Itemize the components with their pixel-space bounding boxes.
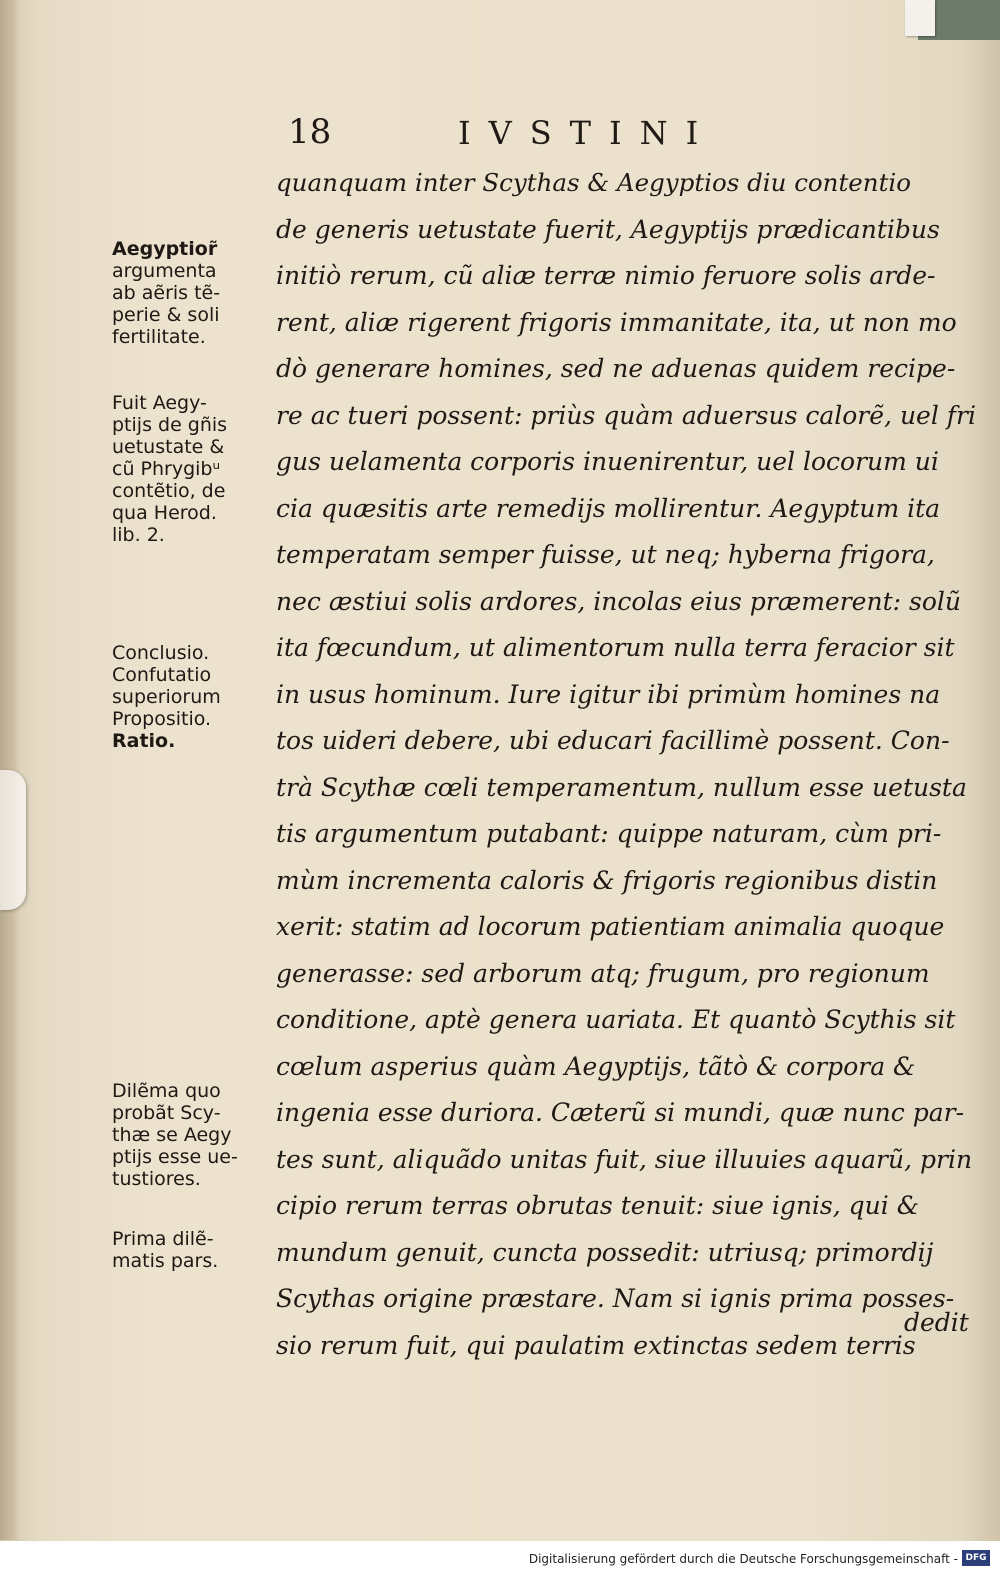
margin-note-line: Ratio. <box>112 730 176 752</box>
dfg-logo: DFG <box>962 1550 990 1566</box>
page-clip <box>0 770 26 910</box>
margin-note-line: Conclusio. <box>112 642 210 664</box>
text-line: mùm incrementa caloris & frigoris regionibus distin <box>276 865 938 895</box>
funding-notice: Digitalisierung gefördert durch die Deutsche Forschungsgemeinschaft - <box>528 1552 958 1566</box>
text-line: quanquam inter Scythas & Aegyptios diu contentio <box>276 168 912 197</box>
page-header <box>288 112 948 162</box>
text-line: initiò rerum, cũ aliæ terræ nimio feruore solis arde- <box>276 261 936 290</box>
catchword: dedit <box>904 1308 969 1337</box>
margin-note-line: qua Herod. <box>112 502 217 524</box>
margin-note-line: ptijs esse ue- <box>112 1146 238 1168</box>
text-line: cia quæsitis arte remedijs mollirentur. Aegyptum ita <box>276 493 941 523</box>
margin-note-contentio <box>112 392 277 546</box>
margin-note-line: Prima dilẽ- <box>112 1228 214 1250</box>
text-line: conditione, aptè genera uariata. Et quantò Scythis sit <box>276 1005 956 1034</box>
margin-note-conclusio <box>112 642 277 752</box>
text-line: cipio rerum terras obrutas tenuit: siue ignis, qui & <box>276 1191 919 1220</box>
margin-note-line: probãt Scy- <box>112 1102 221 1124</box>
margin-note-line: fertilitate. <box>112 326 206 348</box>
running-head: IVSTINI <box>458 114 717 152</box>
margin-note-line: Fuit Aegy- <box>112 392 207 414</box>
margin-note-line: perie & soli <box>112 304 220 326</box>
margin-note-line: contẽtio, de <box>112 480 226 502</box>
text-line: xerit: statim ad locorum patientiam animalia quoque <box>276 912 945 941</box>
text-line: de generis uetustate fuerit, Aegyptijs prædicantibus <box>276 214 940 244</box>
page-number: 18 <box>288 112 332 152</box>
text-line: sio rerum fuit, qui paulatim extinctas sedem terris <box>276 1330 916 1360</box>
text-line: ingenia esse duriora. Cæterũ si mundi, quæ nunc par- <box>276 1098 965 1127</box>
text-line: ita fœcundum, ut alimentorum nulla terra feracior sit <box>276 633 955 662</box>
margin-note-line: ptijs de gñis <box>112 414 228 436</box>
text-line: mundum genuit, cuncta possedit: utriusq; primordij <box>276 1237 934 1267</box>
margin-note-line: Dilẽma quo <box>112 1080 221 1102</box>
digitization-footer <box>0 1541 1000 1579</box>
text-line: Scythas origine præstare. Nam si ignis prima posses- <box>276 1284 955 1313</box>
text-line: nec æstiui solis ardores, incolas eius præmerent: solũ <box>276 586 961 616</box>
margin-note-line: Aegyptior̃ <box>112 238 218 260</box>
margin-note-line: superiorum <box>112 686 221 708</box>
margin-note-line: uetustate & <box>112 436 225 458</box>
text-line: tis argumentum putabant: quippe naturam, cùm pri- <box>276 819 942 848</box>
main-text-block <box>276 160 976 1369</box>
margin-note-line: Propositio. <box>112 708 212 730</box>
margin-note-line: matis pars. <box>112 1250 219 1272</box>
margin-note-line: cũ Phrygibᵘ <box>112 458 221 480</box>
margin-note-line: Confutatio <box>112 664 212 686</box>
margin-note-line: lib. 2. <box>112 524 165 546</box>
text-line: cœlum asperius quàm Aegyptijs, tãtò & corpora & <box>276 1051 916 1081</box>
margin-note-prima <box>112 1228 277 1272</box>
text-line: rent, aliæ rigerent frigoris immanitate, ita, ut non mo <box>276 307 957 337</box>
text-line: temperatam semper fuisse, ut neq; hyberna frigora, <box>276 540 935 569</box>
margin-note-dilemma <box>112 1080 277 1190</box>
text-line: gus uelamenta corporis inuenirentur, uel locorum ui <box>276 447 939 476</box>
text-line: re ac tueri possent: priùs quàm aduersus calorẽ, uel fri <box>276 400 976 430</box>
margin-note-line: argumenta <box>112 260 217 282</box>
margin-note-line: ab aẽris tẽ- <box>112 282 221 304</box>
text-line: in usus hominum. Iure igitur ibi primùm homines na <box>276 679 941 709</box>
text-line: dò generare homines, sed ne aduenas quidem recipe- <box>276 354 956 383</box>
text-line: tes sunt, aliquãdo unitas fuit, siue illuuies aquarũ, prin <box>276 1144 973 1174</box>
paper-marker <box>905 0 935 36</box>
text-line: tos uideri debere, ubi educari facillimè possent. Con- <box>276 726 950 755</box>
margin-note-aegyptiorum <box>112 238 277 348</box>
margin-note-line: thæ se Aegy <box>112 1124 232 1146</box>
margin-note-line: tustiores. <box>112 1168 201 1190</box>
text-line: trà Scythæ cœli temperamentum, nullum esse uetusta <box>276 772 967 802</box>
text-line: generasse: sed arborum atq; frugum, pro regionum <box>276 958 930 988</box>
